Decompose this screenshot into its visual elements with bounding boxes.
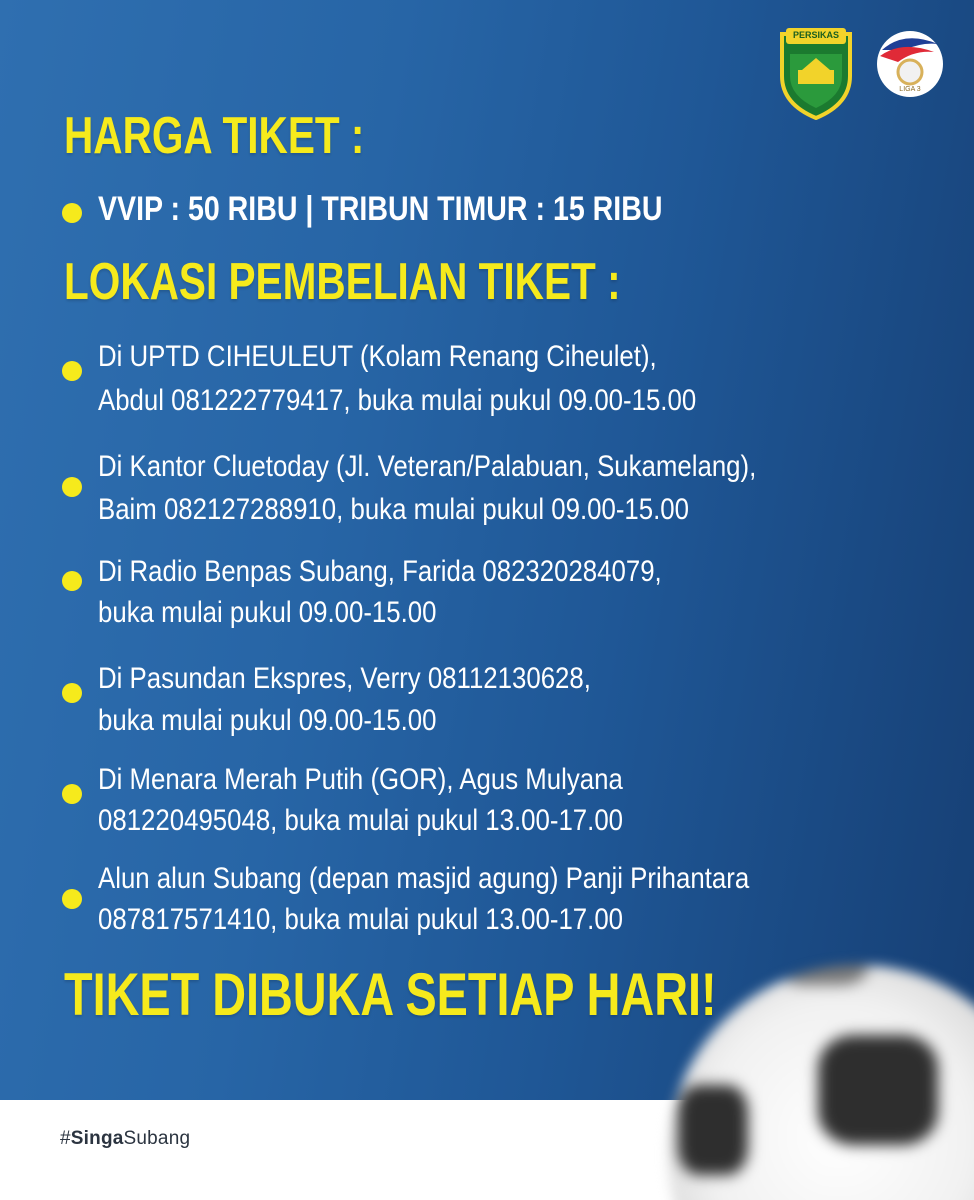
liga3-logo-icon [874, 28, 946, 100]
location-line-1: Di Menara Merah Putih (GOR), Agus Mulyana [98, 763, 623, 796]
location-line-2: 081220495048, buka mulai pukul 13.00-17.00 [98, 804, 624, 837]
club-name-text: PERSIKAS [792, 30, 839, 40]
closing-heading: TIKET DIBUKA SETIAP HARI! [64, 961, 717, 1028]
bullet-dot-icon [62, 361, 82, 381]
location-line-1: Di Pasundan Ekspres, Verry 08112130628, [98, 662, 591, 695]
location-line-1: Di UPTD CIHEULEUT (Kolam Renang Ciheulet), [98, 340, 657, 373]
bullet-dot-icon [62, 784, 82, 804]
hashtag-bold: Singa [70, 1128, 124, 1149]
bullet-dot-icon [62, 571, 82, 591]
bullet-dot-icon [62, 889, 82, 909]
hashtag-rest: Subang [123, 1128, 191, 1149]
location-line-2: Baim 082127288910, buka mulai pukul 09.00-15.00 [98, 493, 689, 526]
bullet-dot-icon [62, 203, 82, 223]
location-line-2: Abdul 081222779417, buka mulai pukul 09.00-15.00 [98, 384, 697, 417]
price-line: VVIP : 50 RIBU | TRIBUN TIMUR : 15 RIBU [98, 190, 663, 228]
bullet-dot-icon [62, 477, 82, 497]
location-line-1: Di Kantor Cluetoday (Jl. Veteran/Palabuan, Sukamelang), [98, 450, 757, 483]
persikas-crest-icon [776, 24, 856, 120]
bullet-dot-icon [62, 683, 82, 703]
hashtag-text [60, 1128, 190, 1150]
location-line-2: buka mulai pukul 09.00-15.00 [98, 704, 437, 737]
league-name-text: LIGA 3 [899, 86, 921, 93]
location-line-2: buka mulai pukul 09.00-15.00 [98, 596, 437, 629]
location-line-1: Di Radio Benpas Subang, Farida 082320284079, [98, 555, 662, 588]
location-line-2: 087817571410, buka mulai pukul 13.00-17.00 [98, 903, 624, 936]
locations-heading: LOKASI PEMBELIAN TIKET : [64, 253, 621, 311]
location-line-1: Alun alun Subang (depan masjid agung) Panji Prihantara [98, 862, 750, 895]
price-heading: HARGA TIKET : [64, 107, 365, 165]
hashtag-prefix: # [60, 1128, 71, 1149]
